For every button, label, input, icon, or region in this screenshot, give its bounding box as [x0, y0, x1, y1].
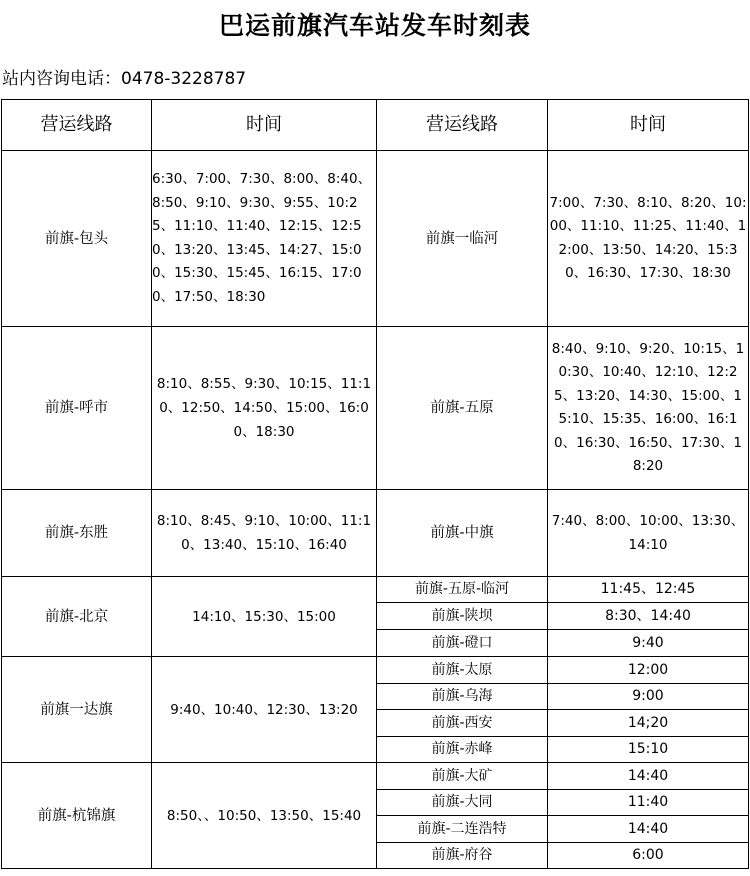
header-time-right: 时间	[548, 100, 749, 151]
route-name: 前旗-乌海	[377, 684, 548, 710]
route-name: 前旗-呼市	[2, 327, 152, 490]
route-times: 9:00	[548, 684, 749, 710]
route-name: 前旗-北京	[2, 577, 152, 657]
route-times: 8:10、8:55、9:30、10:15、11:10、12:50、14:50、15:00、16:00、18:30	[152, 327, 377, 490]
route-name: 前旗-赤峰	[377, 737, 548, 763]
route-name: 前旗-府谷	[377, 843, 548, 869]
route-times: 11:40	[548, 790, 749, 816]
header-row	[2, 100, 749, 151]
route-times: 6:00	[548, 843, 749, 869]
table-row	[2, 657, 749, 684]
route-name: 前旗-二连浩特	[377, 816, 548, 843]
phone-info: 站内咨询电话：0478-3228787	[2, 69, 247, 89]
route-times: 14:40	[548, 816, 749, 843]
route-name: 前旗-陕坝	[377, 603, 548, 630]
route-times: 14:40	[548, 763, 749, 790]
route-times: 9:40	[548, 630, 749, 657]
route-times: 7:40、8:00、10:00、13:30、14:10	[548, 490, 749, 577]
header-time-left: 时间	[152, 100, 377, 151]
route-times: 8:50、、10:50、13:50、15:40	[152, 763, 377, 869]
route-name: 前旗-五原	[377, 327, 548, 490]
header-route-right: 营运线路	[377, 100, 548, 151]
route-times: 7:00、7:30、8:10、8:20、10:00、11:10、11:25、11:40、12:00、13:50、14:20、15:30、16:30、17:30、18:30	[548, 151, 749, 327]
route-times: 9:40、10:40、12:30、13:20	[152, 657, 377, 763]
route-name: 前旗-太原	[377, 657, 548, 684]
table-row	[2, 327, 749, 490]
schedule-table	[1, 99, 749, 869]
route-times: 8:30、14:40	[548, 603, 749, 630]
route-times: 8:40、9:10、9:20、10:15、10:30、10:40、12:10、12:25、13:20、14:30、15:00、15:10、15:35、16:00、16:10、16:30、16:50、17:30、18:20	[548, 327, 749, 490]
route-name: 前旗-东胜	[2, 490, 152, 577]
route-name: 前旗-五原-临河	[377, 577, 548, 603]
route-times: 15:10	[548, 737, 749, 763]
route-name: 前旗-大矿	[377, 763, 548, 790]
header-route-left: 营运线路	[2, 100, 152, 151]
route-name: 前旗一达旗	[2, 657, 152, 763]
route-times: 6:30、7:00、7:30、8:00、8:40、8:50、9:10、9:30、9:55、10:25、11:10、11:40、12:15、12:50、13:20、13:45、14:27、15:00、15:30、15:45、16:15、17:00、17:50、18:30	[152, 151, 377, 327]
table-row	[2, 490, 749, 577]
table-row	[2, 763, 749, 790]
route-times: 11:45、12:45	[548, 577, 749, 603]
route-name: 前旗-中旗	[377, 490, 548, 577]
route-name: 前旗-西安	[377, 710, 548, 737]
page-title: 巴运前旗汽车站发车时刻表	[218, 11, 531, 40]
route-name: 前旗-大同	[377, 790, 548, 816]
route-times: 12:00	[548, 657, 749, 684]
route-name: 前旗-磴口	[377, 630, 548, 657]
route-times: 14;20	[548, 710, 749, 737]
route-times: 8:10、8:45、9:10、10:00、11:10、13:40、15:10、16:40	[152, 490, 377, 577]
route-name: 前旗一临河	[377, 151, 548, 327]
table-row	[2, 151, 749, 327]
route-name: 前旗-杭锦旗	[2, 763, 152, 869]
route-name: 前旗-包头	[2, 151, 152, 327]
table-row	[2, 577, 749, 603]
route-times: 14:10、15:30、15:00	[152, 577, 377, 657]
